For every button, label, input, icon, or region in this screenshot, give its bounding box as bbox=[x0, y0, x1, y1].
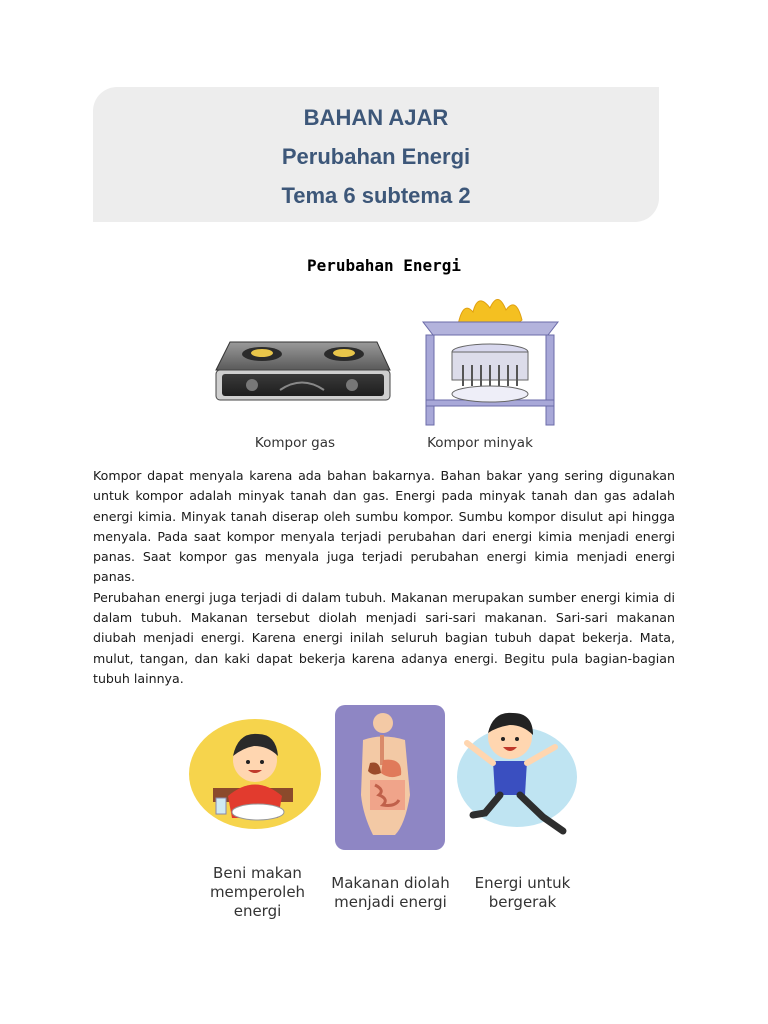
caption-digestion bbox=[318, 874, 463, 912]
boy-eating-illustration bbox=[188, 718, 323, 830]
gas-stove-caption: Kompor gas bbox=[254, 435, 336, 451]
section-title: Perubahan Energi bbox=[306, 256, 462, 275]
body-text bbox=[93, 466, 675, 689]
paragraph-stove: Kompor dapat menyala karena ada bahan bakarnya. Bahan bakar yang sering digunakan untuk kompor adalah minyak tanah dan gas. Energi pada minyak tanah dan gas adalah energi kimia. Minyak tanah diserap oleh sumbu kompor. Sumbu kompor disulut api hingga menyala. Pada saat kompor menyala terjadi perubahan dari energi kimia menjadi energi panas. Saat kompor gas menyala juga terjadi perubahan energi kimia menjadi energi panas. bbox=[93, 468, 675, 585]
kerosene-stove-caption: Kompor minyak bbox=[427, 435, 533, 451]
caption-digestion-line1: Makanan diolah bbox=[331, 874, 450, 892]
boy-running-illustration bbox=[455, 705, 580, 845]
header-subtitle: Perubahan Energi bbox=[281, 144, 471, 169]
caption-moving-line2: bergerak bbox=[488, 893, 557, 911]
header-banner bbox=[93, 87, 659, 222]
digestive-system-illustration bbox=[335, 705, 445, 850]
header-title: BAHAN AJAR bbox=[303, 105, 449, 130]
caption-digestion-line2: menjadi energi bbox=[334, 893, 447, 911]
paragraph-body-energy: Perubahan energi juga terjadi di dalam tubuh. Makanan merupakan sumber energi kimia di dalam tubuh. Makanan tersebut diolah menjadi sari-sari makanan. Sari-sari makanan diubah menjadi energi. Karena energi inilah seluruh bagian tubuh dapat bekerja. Mata, mulut, tangan, dan kaki dapat bekerja karena adanya energi. Begitu pula bagian-bagian tubuh lainnya. bbox=[93, 589, 675, 686]
caption-eating-line3: energi bbox=[233, 902, 282, 920]
caption-eating-line1: Beni makan bbox=[213, 864, 302, 882]
header-theme: Tema 6 subtema 2 bbox=[281, 183, 471, 208]
gas-stove-illustration bbox=[212, 330, 392, 410]
caption-eating bbox=[195, 864, 320, 921]
caption-eating-line2: memperoleh bbox=[209, 883, 306, 901]
kerosene-stove-illustration bbox=[418, 290, 563, 430]
caption-moving bbox=[460, 874, 585, 912]
caption-moving-line1: Energi untuk bbox=[474, 874, 571, 892]
